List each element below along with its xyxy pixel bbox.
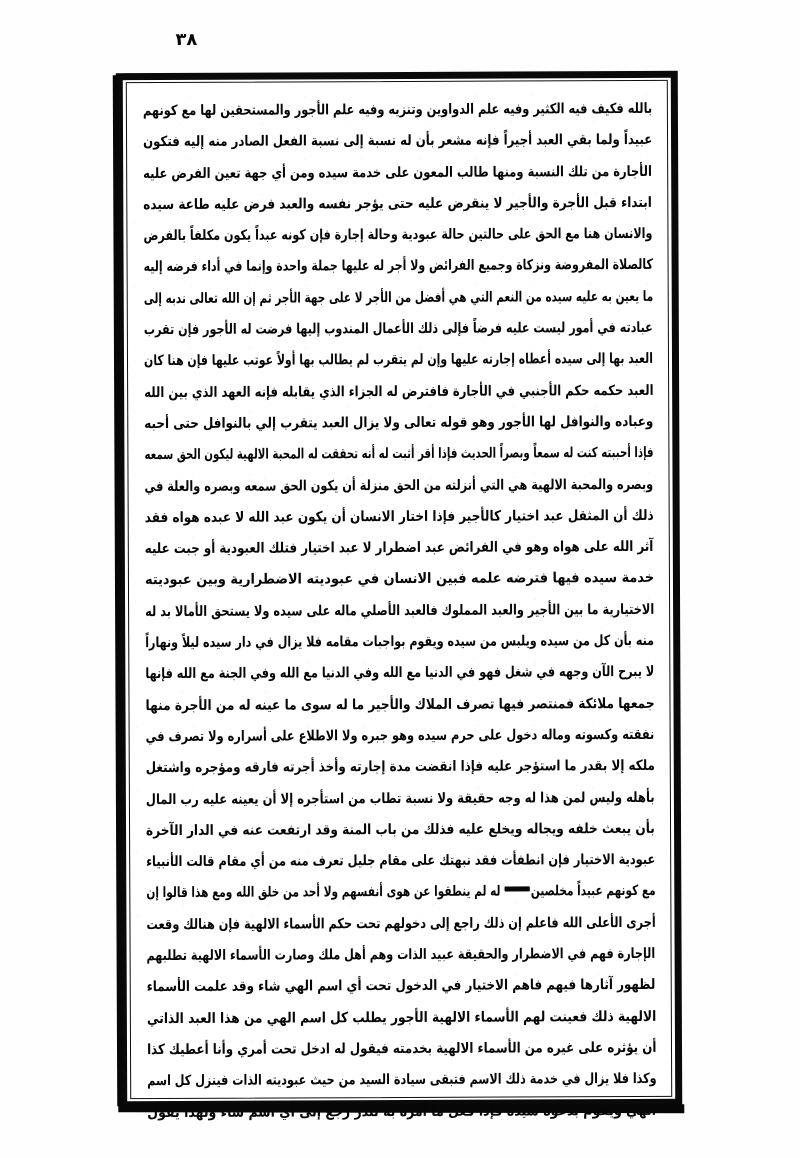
text-line	[147, 1001, 656, 1035]
text-line	[143, 125, 652, 159]
text-line-content: العبد حكمه حكم الأجنبي في الأجارة فافترض له الجزاء الذي يقابله فإنه العهد الذي بين الله	[143, 382, 654, 401]
text-line-content: وكذا فلا يزال في خدمة ذلك الاسم فتبقى سيادة السيد من حيث عبوديته الذات فينزل كل اسم	[146, 1071, 657, 1090]
text-line	[146, 876, 655, 910]
text-line	[143, 188, 652, 222]
text-line	[144, 344, 653, 378]
text-line-content: بالله فكيف فيه الكثير وفيه علم الدواوين وتنزيه وفيه علم الأجور والمستحقين لها مع كونهم	[142, 100, 652, 120]
text-line-content: وعباده والنوافل لها الأجور وهو قوله تعالى ولا يزال العبد يتقرب إلي بالنوافل حتى أحبه	[144, 413, 654, 433]
text-line	[145, 657, 654, 691]
text-line-content: آثر الله على هواه وهو في الفرائض عبد اضطرار لا عبد اختيار فتلك العبودية أو جبت عليه	[145, 539, 654, 558]
page-border-frame	[116, 71, 683, 1121]
text-line	[145, 532, 654, 566]
text-line-content: الإجارة فهم في الاضطرار والحقيقة عبيد الذات وهم أهل ملك وصارت الأسماء الالهية تطلبهم	[146, 945, 656, 965]
text-line	[146, 814, 655, 848]
text-line-content: لظهور آثارها فيهم فاهم الاختيار في الدخول تحت أي اسم الهي شاء وقد علمت الأسماء	[147, 977, 656, 996]
text-line	[145, 501, 654, 535]
text-line	[145, 563, 654, 597]
text-line	[147, 1033, 656, 1067]
text-line-content: الهي ويقوم بدعوة سيده فإذا فعل ما أمره به تنذر رجع إلى أي اسم شاء ولهذا يقول	[147, 1102, 657, 1121]
text-line	[144, 438, 653, 472]
text-line	[146, 908, 655, 942]
text-line	[143, 156, 652, 190]
text-line-content: مع كونهم عبيداً مخلصين له لم ينطقوا عن هوى أنفسهم ولا أحد من خلق الله ومع هذا قالوا إن	[146, 883, 656, 902]
text-line	[147, 1095, 656, 1129]
text-line	[144, 376, 653, 410]
text-line-content: ابتداء قبل الأجرة والأجير لا ينقرض عليه حتى يؤجر نفسه والعبد فرض عليه طاعة سيده	[143, 194, 653, 214]
frame-inner-rule	[126, 80, 672, 1121]
text-line-content: ما يعين به عليه سيده من النعم التي هي أفضل من الأجر لا على جهة الأجر ثم إن الله تعالى ندبه إلى	[143, 288, 653, 307]
text-line	[143, 94, 652, 128]
text-line-content: أن يؤثره على غيره من الأسماء الالهية بخدمته فيقول له ادخل تحت أمري وأنا أعطيك كذا	[146, 1039, 657, 1059]
kashida-ink-stroke	[504, 887, 529, 892]
text-line	[147, 939, 656, 973]
body-text-block	[142, 94, 657, 1121]
text-line-content: عبودية الاختيار فإن انطفأت فقد نبهتك على مقام جليل تعرف منه من أي مقام قالت الأنبياء	[146, 852, 656, 871]
text-line-content: بأهله وليس لمن هذا له وجه حقيقة ولا نسبة تطاب من استأجره إلا أن يعينه عليه رب المال	[146, 789, 655, 808]
text-line	[144, 313, 653, 347]
text-line	[145, 595, 654, 629]
text-line-content: منه بأن كل من سيده ويلبس من سيده ويقوم بواجبات مقامه فلا يزال في دار سيده ليلاً ونهاراً	[145, 632, 655, 652]
text-line-content: كالصلاة المفروضة ونزكاة وجميع الفرائض ولا أجر له عليها جملة واحدة وإنما في أداء فرضه إليه	[143, 257, 653, 276]
text-line	[144, 469, 653, 503]
text-line	[145, 689, 654, 723]
text-line	[144, 282, 653, 316]
text-line	[146, 720, 655, 754]
text-line-content: الاختيارية ما بين الأجير والعبد المملوك فالعبد الأصلي ماله على سيده ولا يستحق الأمالا بد له	[144, 601, 655, 620]
text-line-content: نفقته وكسوته وماله دخول على حرم سيده وهو جبره ولا الاطلاع على أسراره ولا تصرف في	[145, 726, 655, 746]
text-line	[146, 845, 655, 879]
text-line-content: وبصره والمحبة الالهية هي التي أنزلته من الحق منزلة أن يكون الحق سمعه وبصره والعلة في	[144, 476, 654, 495]
text-line	[145, 626, 654, 660]
text-line	[144, 407, 653, 441]
text-line-content: بأن يبعث خلفه ويجاله ويخلع عليه فذلك من باب المنة وقد ارتفعت عنه في الدار الآخرة	[146, 820, 656, 839]
text-line	[143, 219, 652, 253]
page-number: ٨٣	[175, 30, 198, 50]
text-line-content: والانسان هنا مع الحق على حالتين حالة عبودية وحالة إجارة فإن كونه عبداً يكون مكلفاً بالفرض	[143, 226, 653, 245]
text-line-content: عبيداً ولما بقي العبد أجيراً فإنه مشعر بأن له نسبة إلى نسبة الفعل الصادر منه إليه فتكون	[142, 132, 653, 151]
text-line	[147, 970, 656, 1004]
text-line-content: ملكه إلا بقدر ما استؤجر عليه فإذا انقضت مدة إجارته وأخذ أجرته فارقه ومؤجره واشتغل	[145, 758, 655, 777]
text-line-content: لا يبرح الآن وجهه في شغل فهو في الدنيا مع الله وفي الدنيا مع الله وفي الجنة مع الله فإنها	[145, 664, 655, 683]
text-line	[146, 751, 655, 785]
text-line-content: فإذا أحببته كنت له سمعاً وبصراً الحديث فإذا أقر أثبت له أنه تحققت له المحبة الالهية ليكون الحق سمعه	[144, 445, 654, 464]
text-line-content: عبادته في أمور ليست عليه فرضاً فإلى ذلك الأعمال المندوب إليها فرضت له الأجور فإن تقرب	[143, 319, 653, 339]
text-line-content: الأجارة من تلك النسبة ومنها طالب المعون على خدمة سيده ومن أي جهة تعين الفرض عليه	[143, 163, 653, 182]
text-line	[144, 250, 653, 284]
text-line	[146, 782, 655, 816]
text-line-content: العبد بها إلى سيده أعطاه إجارته عليها وإن لم يتقرب لم يطالب بها أولاً عوتب عليها فإن هنا كان	[143, 351, 654, 370]
text-line-content: أجرى الأعلى الله فاعلم إن ذلك راجع إلى دخولهم تحت حكم الأسماء الالهية فإن هنالك وقعت	[146, 914, 656, 933]
text-line-content: الالهية ذلك فعينت لهم الأسماء الالهية الأجور يطلب كل اسم الهي من هذا العبد الذاتي	[146, 1008, 656, 1027]
text-line	[147, 1064, 656, 1098]
text-line-content: ذلك أن المثقل عبد اختيار كالأجير فإذا اختار الانسان أن يكون عبد الله لا عبده هواه فقد	[144, 507, 654, 526]
text-line-content: جمعها ملائكة فمنتصر فيها تصرف الملاك والأجير ما له سوى ما عينه له من الأجرة منها	[145, 695, 655, 714]
text-line-content: خدمة سيده فيها فترضه علمه فبين الانسان في عبوديته الاضطرارية وبين عبوديته	[144, 570, 654, 589]
